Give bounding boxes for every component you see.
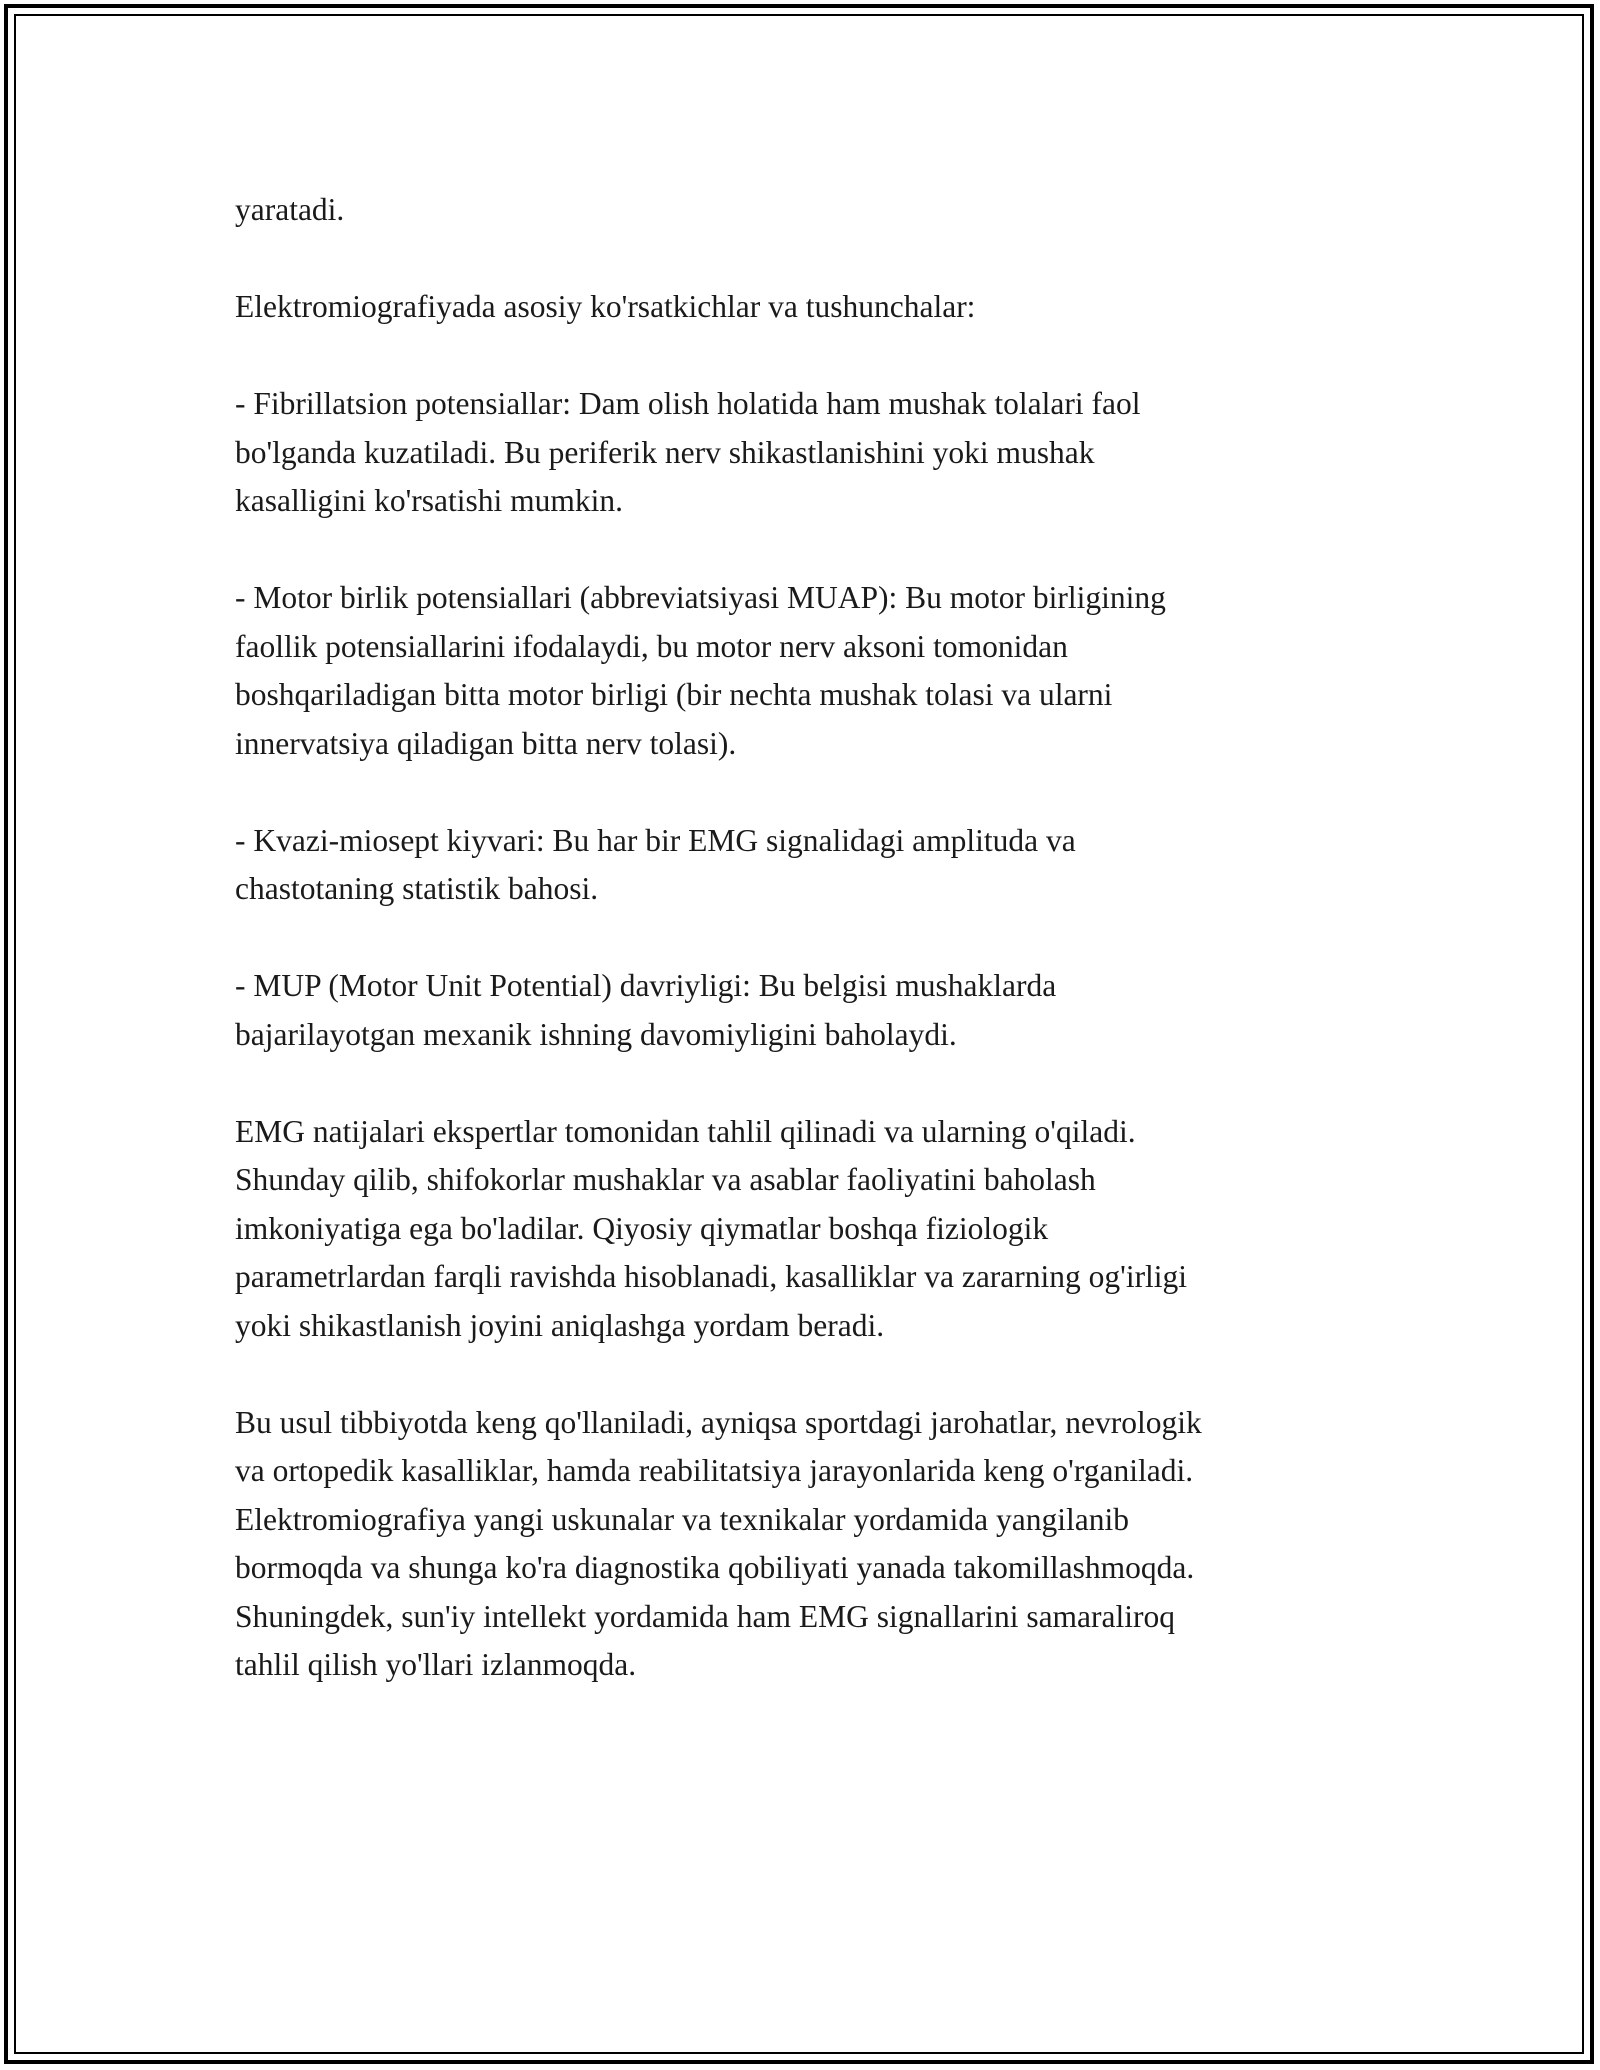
text-line: EMG natijalari ekspertlar tomonidan tahlil qilinadi va ularning o'qiladi. bbox=[235, 1113, 1136, 1149]
text-line: Bu usul tibbiyotda keng qo'llaniladi, ayniqsa sportdagi jarohatlar, nevrologik bbox=[235, 1404, 1202, 1440]
paragraph-muap bbox=[235, 574, 1375, 768]
paragraph-fibrillation bbox=[235, 380, 1375, 526]
text-line: imkoniyatiga ega bo'ladilar. Qiyosiy qiymatlar boshqa fiziologik bbox=[235, 1210, 1049, 1246]
text-line: bajarilayotgan mexanik ishning davomiyligini baholaydi. bbox=[235, 1016, 957, 1052]
paragraph-emg-results bbox=[235, 1108, 1375, 1351]
text-line: Shunday qilib, shifokorlar mushaklar va asablar faoliyatini baholash bbox=[235, 1162, 1096, 1197]
paragraph-usage bbox=[235, 1399, 1375, 1690]
text-line: yaratadi. bbox=[235, 192, 345, 227]
text-line: Elektromiografiya yangi uskunalar va texnikalar yordamida yangilanib bbox=[235, 1501, 1129, 1537]
paragraph-mup bbox=[235, 962, 1375, 1059]
text-line: - MUP (Motor Unit Potential) davriyligi: Bu belgisi mushaklarda bbox=[235, 968, 1057, 1003]
document-body bbox=[235, 186, 1375, 1738]
text-line: bormoqda va shunga ko'ra diagnostika qobiliyati yanada takomillashmoqda. bbox=[235, 1550, 1195, 1585]
text-line: faollik potensiallarini ifodalaydi, bu motor nerv aksoni tomonidan bbox=[235, 628, 1068, 664]
text-line: - Kvazi-miosept kiyvari: Bu har bir EMG signalidagi amplituda va bbox=[235, 822, 1076, 858]
text-line: kasalligini ko'rsatishi mumkin. bbox=[235, 483, 624, 518]
text-line: chastotaning statistik bahosi. bbox=[235, 871, 599, 906]
paragraph-continuation bbox=[235, 186, 1375, 235]
text-line: - Motor birlik potensiallari (abbreviatsiyasi MUAP): Bu motor birligining bbox=[235, 580, 1166, 615]
text-line: yoki shikastlanish joyini aniqlashga yordam beradi. bbox=[235, 1307, 885, 1343]
text-line: Shuningdek, sun'iy intellekt yordamida ham EMG signallarini samaraliroq bbox=[235, 1598, 1176, 1634]
text-line: boshqariladigan bitta motor birligi (bir nechta mushak tolasi va ularni bbox=[235, 677, 1113, 712]
text-line: tahlil qilish yo'llari izlanmoqda. bbox=[235, 1647, 637, 1682]
text-line: parametrlardan farqli ravishda hisoblanadi, kasalliklar va zararning og'irligi bbox=[235, 1259, 1188, 1294]
text-line: - Fibrillatsion potensiallar: Dam olish holatida ham mushak tolalari faol bbox=[235, 386, 1141, 421]
text-line: va ortopedik kasalliklar, hamda reabilitatsiya jarayonlarida keng o'rganiladi. bbox=[235, 1453, 1194, 1488]
paragraph-intro bbox=[235, 283, 1375, 332]
paragraph-kvazi bbox=[235, 817, 1375, 914]
text-line: Elektromiografiyada asosiy ko'rsatkichlar va tushunchalar: bbox=[235, 289, 976, 324]
text-line: bo'lganda kuzatiladi. Bu periferik nerv shikastlanishini yoki mushak bbox=[235, 434, 1095, 470]
text-line: innervatsiya qiladigan bitta nerv tolasi). bbox=[235, 725, 737, 761]
